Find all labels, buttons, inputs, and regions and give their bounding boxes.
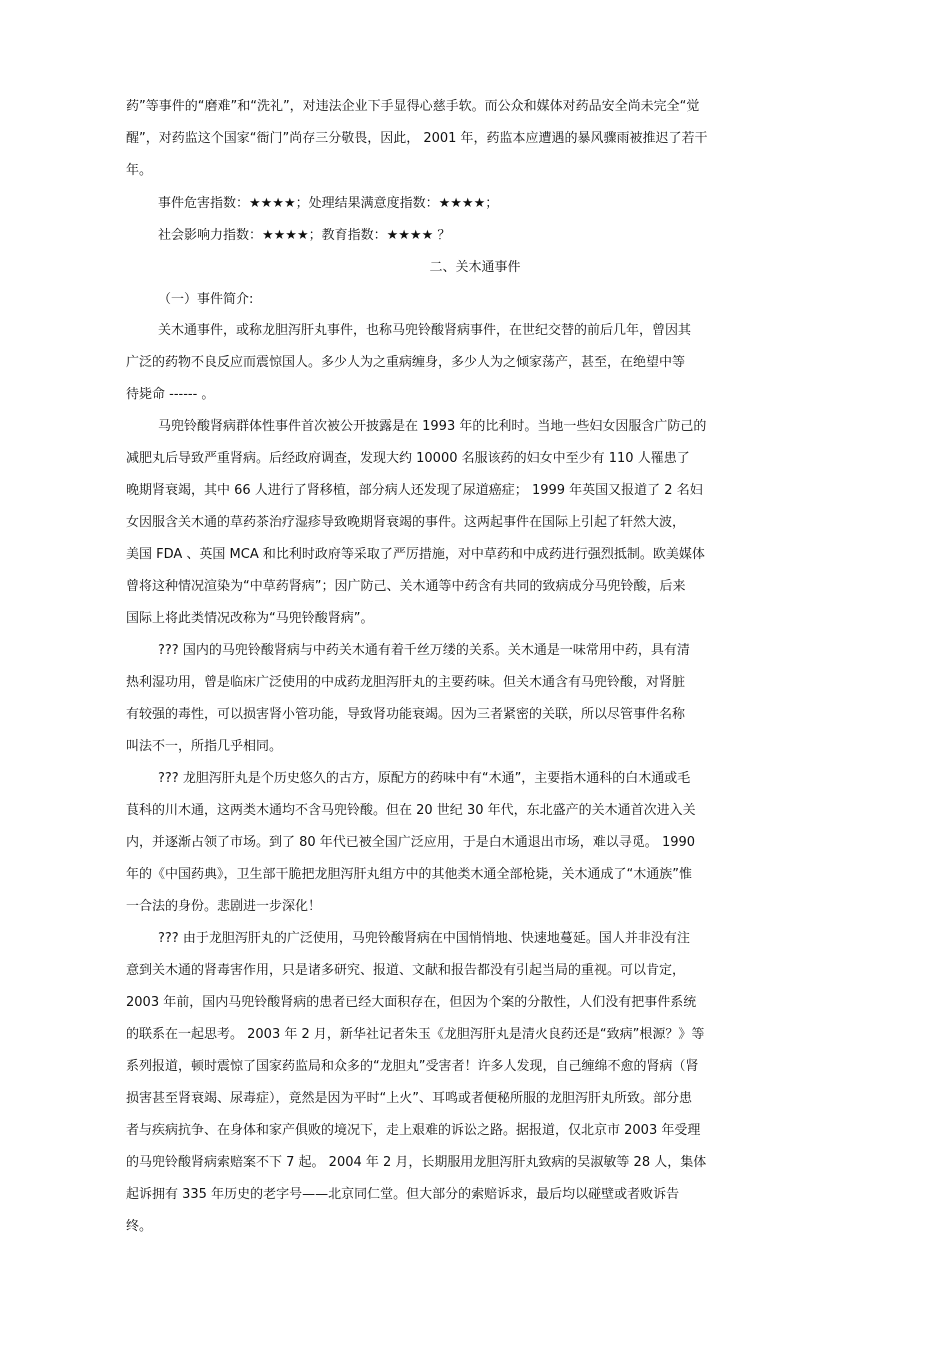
text-line: 醒”，对药监这个国家“衙门”尚存三分敬畏，因此， 2001 年，药监本应遭遇的暴风骤雨被推迟了若干: [126, 131, 708, 146]
text-line: ??? 由于龙胆泻肝丸的广泛使用，马兜铃酸肾病在中国悄悄地、快速地蔓延。国人并非没有注: [158, 931, 690, 946]
text-line: 美国 FDA 、英国 MCA 和比利时政府等采取了严厉措施，对中草药和中成药进行强烈抵制。欧美媒体: [126, 547, 705, 562]
text-line: ??? 国内的马兜铃酸肾病与中药关木通有着千丝万缕的关系。关木通是一味常用中药，具有清: [158, 643, 690, 658]
text-line: 的联系在一起思考。 2003 年 2 月，新华社记者朱玉《龙胆泻肝丸是清火良药还是“致病”根源？》等: [126, 1027, 705, 1042]
text-line: 有较强的毒性，可以损害肾小管功能，导致肾功能衰竭。因为三者紧密的关联，所以尽管事件名称: [126, 707, 686, 722]
text-line: 起诉拥有 335 年历史的老字号——北京同仁堂。但大部分的索赔诉求，最后均以碰壁或者败诉告: [126, 1187, 680, 1202]
text-line: 年的《中国药典》，卫生部干脆把龙胆泻肝丸组方中的其他类木通全部枪毙，关木通成了“木通族”惟: [126, 867, 692, 882]
text-line: 广泛的药物不良反应而震惊国人。多少人为之重病缠身，多少人为之倾家荡产，甚至，在绝望中等: [126, 355, 686, 370]
subsection-heading: （一）事件简介:: [158, 292, 254, 307]
text-line: 一合法的身份。悲剧进一步深化！: [126, 899, 322, 914]
text-line: 减肥丸后导致严重肾病。后经政府调查，发现大约 10000 名服该药的妇女中至少有 110 人罹患了: [126, 451, 690, 466]
text-line: 者与疾病抗争、在身体和家产俱败的境况下，走上艰难的诉讼之路。据报道，仅北京市 2003 年受理: [126, 1123, 701, 1138]
text-line: 关木通事件，或称龙胆泻肝丸事件，也称马兜铃酸肾病事件，在世纪交替的前后几年，曾因其: [158, 323, 692, 338]
text-line: 年。: [126, 163, 153, 178]
text-line: 国际上将此类情况改称为“马兜铃酸肾病”。: [126, 611, 374, 626]
text-line: 内，并逐渐占领了市场。到了 80 年代已被全国广泛应用，于是白木通退出市场，难以寻觅。 1990: [126, 835, 696, 850]
text-line: 叫法不一，所指几乎相同。: [126, 739, 283, 754]
rating-line: 社会影响力指数：★★★★；教育指数：★★★★ ？: [158, 228, 451, 243]
text-line: 2003 年前，国内马兜铃酸肾病的患者已经大面积存在，但因为个案的分散性，人们没有把事件系统: [126, 995, 697, 1010]
text-line: 曾将这种情况渲染为“中草药肾病”；因广防己、关木通等中药含有共同的致病成分马兜铃酸，后来: [126, 579, 686, 594]
text-line: 药”等事件的“磨难”和“洗礼”，对违法企业下手显得心慈手软。而公众和媒体对药品安全尚未完全“觉: [126, 99, 700, 114]
text-line: 热利湿功用，曾是临床广泛使用的中成药龙胆泻肝丸的主要药味。但关木通含有马兜铃酸，对肾脏: [126, 675, 686, 690]
text-line: 终。: [126, 1219, 153, 1234]
text-line: 马兜铃酸肾病群体性事件首次被公开披露是在 1993 年的比利时。当地一些妇女因服含广防己的: [158, 419, 707, 434]
text-line: 晚期肾衰竭，其中 66 人进行了肾移植，部分病人还发现了尿道癌症； 1999 年英国又报道了 2 名妇: [126, 483, 703, 498]
text-line: 待毙命 ------ 。: [126, 387, 215, 402]
text-line: ??? 龙胆泻肝丸是个历史悠久的古方，原配方的药味中有“木通”，主要指木通科的白木通或毛: [158, 771, 691, 786]
text-line: 的马兜铃酸肾病索赔案不下 7 起。 2004 年 2 月，长期服用龙胆泻肝丸致病的吴淑敏等 28 人，集体: [126, 1155, 707, 1170]
text-line: 系列报道，顿时震惊了国家药监局和众多的“龙胆丸”受害者！许多人发现，自己缠绵不愈的肾病（肾: [126, 1059, 699, 1074]
section-heading: 二、关木通事件: [429, 260, 521, 275]
text-line: 女因服含关木通的草药茶治疗湿疹导致晚期肾衰竭的事件。这两起事件在国际上引起了轩然大波，: [126, 515, 686, 530]
rating-line: 事件危害指数：★★★★；处理结果满意度指数：★★★★；: [158, 196, 499, 211]
text-line: 茛科的川木通，这两类木通均不含马兜铃酸。但在 20 世纪 30 年代，东北盛产的关木通首次进入关: [126, 803, 696, 818]
text-line: 损害甚至肾衰竭、尿毒症），竟然是因为平时“上火”、耳鸣或者便秘所服的龙胆泻肝丸所致。部分患: [126, 1091, 692, 1106]
text-line: 意到关木通的肾毒害作用，只是诸多研究、报道、文献和报告都没有引起当局的重视。可以肯定，: [126, 963, 686, 978]
